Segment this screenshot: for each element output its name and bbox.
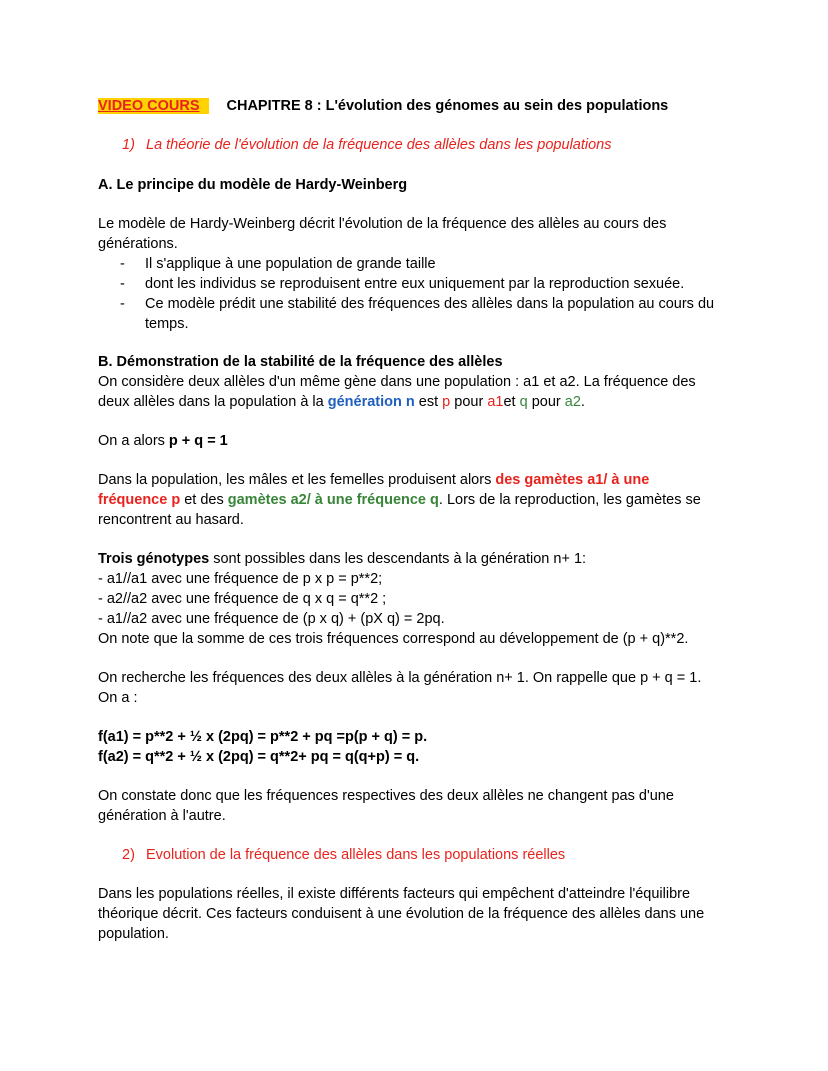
text: pour: [450, 394, 488, 410]
section2-number: 2): [122, 847, 135, 863]
partA-intro-line2: générations.: [98, 236, 178, 252]
bullet-mark: -: [120, 256, 125, 272]
partB-p5-line1: On recherche les fréquences des deux allèles à la génération n+ 1. On rappelle que p + q = 1.: [98, 670, 702, 686]
allele-a1: a1: [487, 394, 504, 410]
symbol-q: q: [519, 394, 528, 410]
equation-p-q: p + q = 1: [168, 433, 228, 449]
formula-f-a1: f(a1) = p**2 + ½ x (2pq) = p**2 + pq =p(p + q) = p.: [98, 729, 428, 745]
chapter-title: CHAPITRE 8 : L'évolution des génomes au sein des populations: [226, 98, 669, 114]
gametes-a1-text: des gamètes a1/ à une: [495, 472, 650, 488]
text: et des: [180, 492, 228, 508]
text: pour: [527, 394, 565, 410]
partA-bullet1: Il s'applique à une population de grande taille: [145, 256, 436, 272]
partB-p2: [98, 431, 228, 451]
partA-intro-line1: Le modèle de Hardy-Weinberg décrit l'évolution de la fréquence des allèles au cours des: [98, 216, 667, 232]
partB-p4: [98, 549, 586, 569]
text: .: [580, 394, 585, 410]
allele-a2: a2: [564, 394, 581, 410]
header-line: [98, 96, 668, 116]
bullet-mark: -: [120, 296, 125, 312]
text: est: [414, 394, 443, 410]
bullet-mark: -: [120, 276, 125, 292]
section2-title: Evolution de la fréquence des allèles dans les populations réelles: [146, 847, 566, 863]
partB-heading: B. Démonstration de la stabilité de la fréquence des allèles: [98, 354, 503, 370]
text: deux allèles dans la population à la: [98, 394, 328, 410]
symbol-p: p: [442, 394, 451, 410]
partB-p6-line2: génération à l'autre.: [98, 808, 226, 824]
text: On a alors: [98, 433, 169, 449]
formula-f-a2: f(a2) = q**2 + ½ x (2pq) = q**2+ pq = q(q+p) = q.: [98, 749, 420, 765]
partA-bullet2: dont les individus se reproduisent entre eux uniquement par la reproduction sexuée.: [145, 276, 685, 292]
section2-p-line1: Dans les populations réelles, il existe différents facteurs qui empêchent d'atteindre l'équilibre: [98, 886, 691, 902]
partA-heading: A. Le principe du modèle de Hardy-Weinberg: [98, 177, 408, 193]
video-cours-link[interactable]: VIDEO COURS: [98, 98, 209, 114]
text: Dans la population, les mâles et les femelles produisent alors: [98, 472, 496, 488]
section1-number: 1): [122, 137, 135, 153]
genotype-sum-note: On note que la somme de ces trois fréquences correspond au développement de (p + q)**2.: [98, 631, 689, 647]
partB-p3-line3: rencontrent au hasard.: [98, 512, 244, 528]
section1-title: La théorie de l'évolution de la fréquence des allèles dans les populations: [146, 137, 612, 153]
gametes-a2-text: gamètes a2/ à une fréquence q: [227, 492, 439, 508]
partB-p1-line1: On considère deux allèles d'un même gène dans une population : a1 et a2. La fréquence des: [98, 374, 696, 390]
trois-genotypes: Trois génotypes: [98, 551, 210, 567]
genotype-line-1: - a1//a1 avec une fréquence de p x p = p**2;: [98, 571, 383, 587]
section2-p-line2: théorique décrit. Ces facteurs conduisent à une évolution de la fréquence des allèles dans une: [98, 906, 705, 922]
partA-bullet3-line2: temps.: [145, 316, 189, 332]
genotype-line-2: - a2//a2 avec une fréquence de q x q = q**2 ;: [98, 591, 387, 607]
frequence-p-text: fréquence p: [98, 492, 181, 508]
partA-bullet3-line1: Ce modèle prédit une stabilité des fréquences des allèles dans la population au cours du: [145, 296, 715, 312]
text: et: [503, 394, 520, 410]
genotype-line-3: - a1//a2 avec une fréquence de (p x q) + (pX q) = 2pq.: [98, 611, 445, 627]
partB-p5-line2: On a :: [98, 690, 138, 706]
partB-p3-line1: [98, 470, 649, 490]
generation-n: génération n: [327, 394, 415, 410]
partB-p3-line2: [98, 490, 701, 510]
text: sont possibles dans les descendants à la génération n+ 1:: [209, 551, 587, 567]
section2-p-line3: population.: [98, 926, 169, 942]
partB-p1-line2: [98, 392, 585, 412]
text: . Lors de la reproduction, les gamètes se: [438, 492, 701, 508]
partB-p6-line1: On constate donc que les fréquences respectives des deux allèles ne changent pas d'une: [98, 788, 674, 804]
